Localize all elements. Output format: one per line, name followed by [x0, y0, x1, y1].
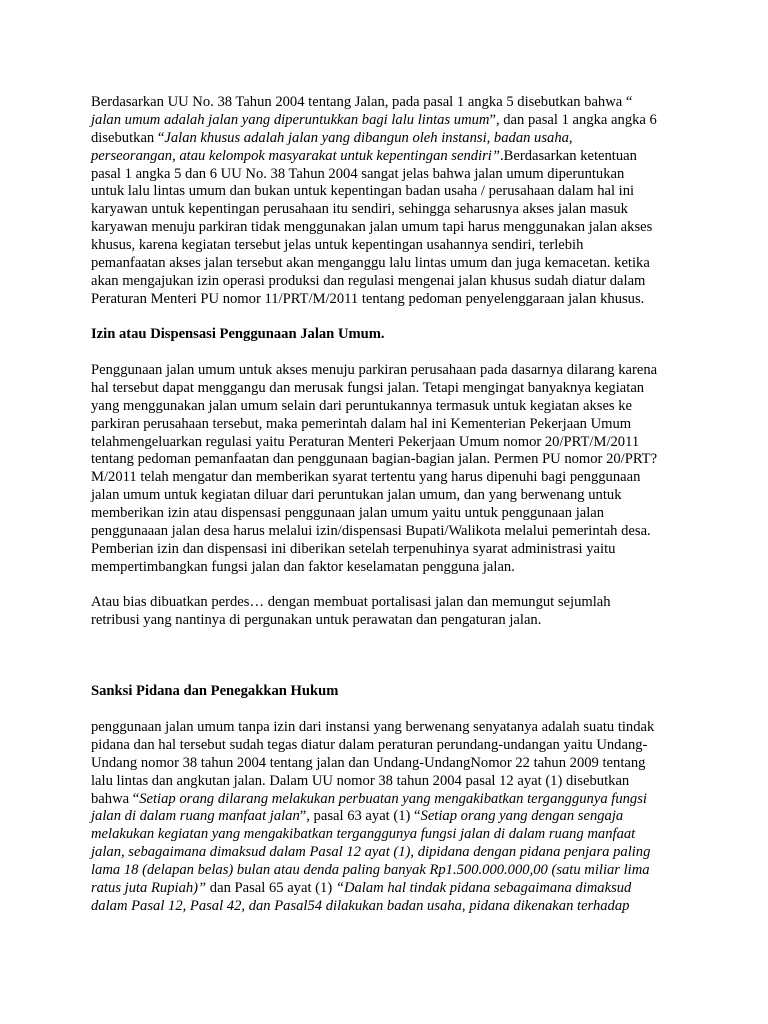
paragraph-2 — [91, 362, 691, 577]
text-line — [91, 291, 691, 309]
italic-text-run: perseorangan, atau kelompok masyarakat untuk kepentingan sendiri” — [91, 147, 500, 164]
text-line — [91, 130, 691, 148]
text-line — [91, 166, 691, 184]
text-line — [91, 719, 691, 737]
text-run: Pemberian izin dan dispensasi ini diberikan setelah terpenuhinya syarat administrasi yaitu — [91, 540, 616, 557]
paragraph-3 — [91, 594, 691, 630]
text-line — [91, 523, 691, 541]
text-line — [91, 559, 691, 577]
text-run: karyawan untuk kepentingan perusahaan itu sendiri, sehingga seharusnya akses jalan masuk — [91, 201, 628, 218]
text-run: Berdasarkan UU No. 38 Tahun 2004 tentang Jalan, pada pasal 1 angka 5 disebutkan bahwa “ — [91, 94, 633, 110]
text-run: ”, pasal 63 ayat (1) “ — [299, 808, 421, 825]
text-line — [91, 451, 691, 469]
text-run: pemanfaatan akses jalan tersebut akan menganggu lalu lintas umum dan juga kemacetan. ketika — [91, 255, 650, 272]
text-line — [91, 791, 691, 809]
text-line — [91, 112, 691, 130]
text-line — [91, 880, 691, 898]
section-heading-izin: Izin atau Dispensasi Penggunaan Jalan Umum. — [91, 326, 385, 342]
text-line — [91, 94, 691, 112]
text-run: M/2011 telah mengatur dan memberikan syarat tertentu yang harus dipenuhi bagi penggunaan — [91, 469, 641, 486]
text-line — [91, 380, 691, 398]
text-run: disebutkan “ — [91, 129, 165, 146]
text-run: penggunaaan jalan desa harus melalui izin/dispensasi Bupati/Walikota melalui pemerintah desa. — [91, 523, 651, 540]
text-run: hal tersebut dapat menggangu dan merusak fungsi jalan. Tetapi mengingat banyaknya kegiatan — [91, 379, 645, 396]
text-run: akan mengajukan izin operasi produksi dan regulasi mengenai jalan khusus sudah diatur dalam — [91, 272, 646, 289]
text-line — [91, 362, 691, 380]
text-run: Undang nomor 38 tahun 2004 tentang jalan dan Undang-UndangNomor 22 tahun 2009 tentang — [91, 754, 646, 771]
text-line — [91, 416, 691, 434]
text-line — [91, 505, 691, 523]
text-run: bahwa “ — [91, 790, 140, 807]
text-line — [91, 808, 691, 826]
text-run: pidana dan hal tersebut sudah tegas diatur dalam peraturan perundang-undangan yaitu Undang- — [91, 736, 648, 753]
text-line — [91, 898, 691, 916]
italic-text-run: jalan umum adalah jalan yang diperuntukkan bagi lalu lintas umum — [91, 111, 490, 128]
italic-text-run: jalan, sebagaimana dimaksud dalam Pasal 12 ayat (1), dipidana dengan pidana penjara paling — [91, 844, 651, 861]
text-line — [91, 862, 691, 880]
text-run: penggunaan jalan umum tanpa izin dari instansi yang berwenang senyatanya adalah suatu tindak — [91, 719, 655, 735]
text-line — [91, 773, 691, 791]
text-run: khusus, karena kegiatan tersebut jelas untuk kepentingan usahannya sendiri, terlebih — [91, 237, 584, 254]
text-run: Penggunaan jalan umum untuk akses menuju parkiran perusahaan pada dasarnya dilarang karena — [91, 362, 658, 378]
text-run: untuk lalu lintas umum dan bukan untuk kepentingan badan usaha / perusahaan dalam hal ini — [91, 183, 635, 200]
text-run: tentang pedoman pemanfaatan dan penggunaan bagian-bagian jalan. Permen PU nomor 20/PRT? — [91, 451, 658, 468]
text-line — [91, 487, 691, 505]
text-line — [91, 398, 691, 416]
text-line — [91, 755, 691, 773]
text-run: yang menggunakan jalan umum selain dari peruntukannya termasuk untuk kegiatan akses ke — [91, 397, 633, 414]
italic-text-run: jalan di dalam ruang manfaat jalan — [91, 808, 300, 825]
text-line — [91, 219, 691, 237]
text-run: lalu lintas dan angkutan jalan. Dalam UU nomor 38 tahun 2004 pasal 12 ayat (1) disebutkan — [91, 772, 630, 789]
italic-text-run: melakukan kegiatan yang mengakibatkan terganggunya fungsi jalan di dalam ruang manfaat — [91, 826, 636, 843]
text-line — [91, 594, 691, 612]
text-line — [91, 183, 691, 201]
italic-text-run: Setiap orang dilarang melakukan perbuatan yang mengakibatkan terganggunya fungsi — [139, 790, 647, 807]
section-heading-sanksi: Sanksi Pidana dan Penegakkan Hukum — [91, 683, 339, 699]
text-run: mempertimbangkan fungsi jalan dan faktor keselamatan pengguna jalan. — [91, 558, 515, 575]
text-line — [91, 612, 691, 630]
text-run: .Berdasarkan ketentuan — [499, 147, 637, 164]
italic-text-run: ratus juta Rupiah)” — [91, 880, 207, 897]
text-run: pasal 1 angka 5 dan 6 UU No. 38 Tahun 2004 sangat jelas bahwa jalan umum diperuntukan — [91, 165, 625, 182]
text-run: karyawan menuju parkiran tidak menggunakan jalan umum tapi harus menggunakan jalan akses — [91, 219, 653, 236]
text-run: memberikan izin atau dispensasi penggunaan jalan umum yaitu untuk penggunaan jalan — [91, 505, 605, 522]
italic-text-run: “Dalam hal tindak pidana sebagaimana dimaksud — [335, 880, 632, 897]
text-run: dan Pasal 65 ayat (1) — [206, 880, 336, 897]
text-line — [91, 201, 691, 219]
text-run: Peraturan Menteri PU nomor 11/PRT/M/2011 tentang pedoman penyelenggaraan jalan khusus. — [91, 290, 645, 307]
text-line — [91, 434, 691, 452]
text-line — [91, 469, 691, 487]
italic-text-run: Setiap orang yang dengan sengaja — [420, 808, 624, 825]
text-line — [91, 255, 691, 273]
text-run: jalan umum untuk kegiatan diluar dari peruntukan jalan umum, dan yang berwenang untuk — [91, 487, 622, 504]
text-line — [91, 826, 691, 844]
italic-text-run: lama 18 (delapan belas) bulan atau denda paling banyak Rp1.500.000.000,00 (satu miliar lima — [91, 862, 650, 879]
text-line — [91, 541, 691, 559]
paragraph-1 — [91, 94, 691, 309]
text-run: Atau bias dibuatkan perdes… dengan membuat portalisasi jalan dan memungut sejumlah — [91, 594, 611, 610]
text-line — [91, 273, 691, 291]
text-line — [91, 844, 691, 862]
text-line — [91, 737, 691, 755]
text-line — [91, 148, 691, 166]
text-run: ”, dan pasal 1 angka angka 6 — [489, 111, 657, 128]
italic-text-run: dalam Pasal 12, Pasal 42, dan Pasal54 dilakukan badan usaha, pidana dikenakan terhadap — [91, 897, 630, 914]
text-run: parkiran perusahaan tersebut, maka pemerintah dalam hal ini Kementerian Pekerjaan Umum — [91, 415, 632, 432]
text-run: retribusi yang nantinya di pergunakan untuk perawatan dan pengaturan jalan. — [91, 611, 542, 628]
italic-text-run: Jalan khusus adalah jalan yang dibangun oleh instansi, badan usaha, — [164, 129, 573, 146]
paragraph-4 — [91, 719, 691, 916]
text-run: telahmengeluarkan regulasi yaitu Peraturan Menteri Pekerjaan Umum nomor 20/PRT/M/2011 — [91, 433, 640, 450]
text-line — [91, 237, 691, 255]
